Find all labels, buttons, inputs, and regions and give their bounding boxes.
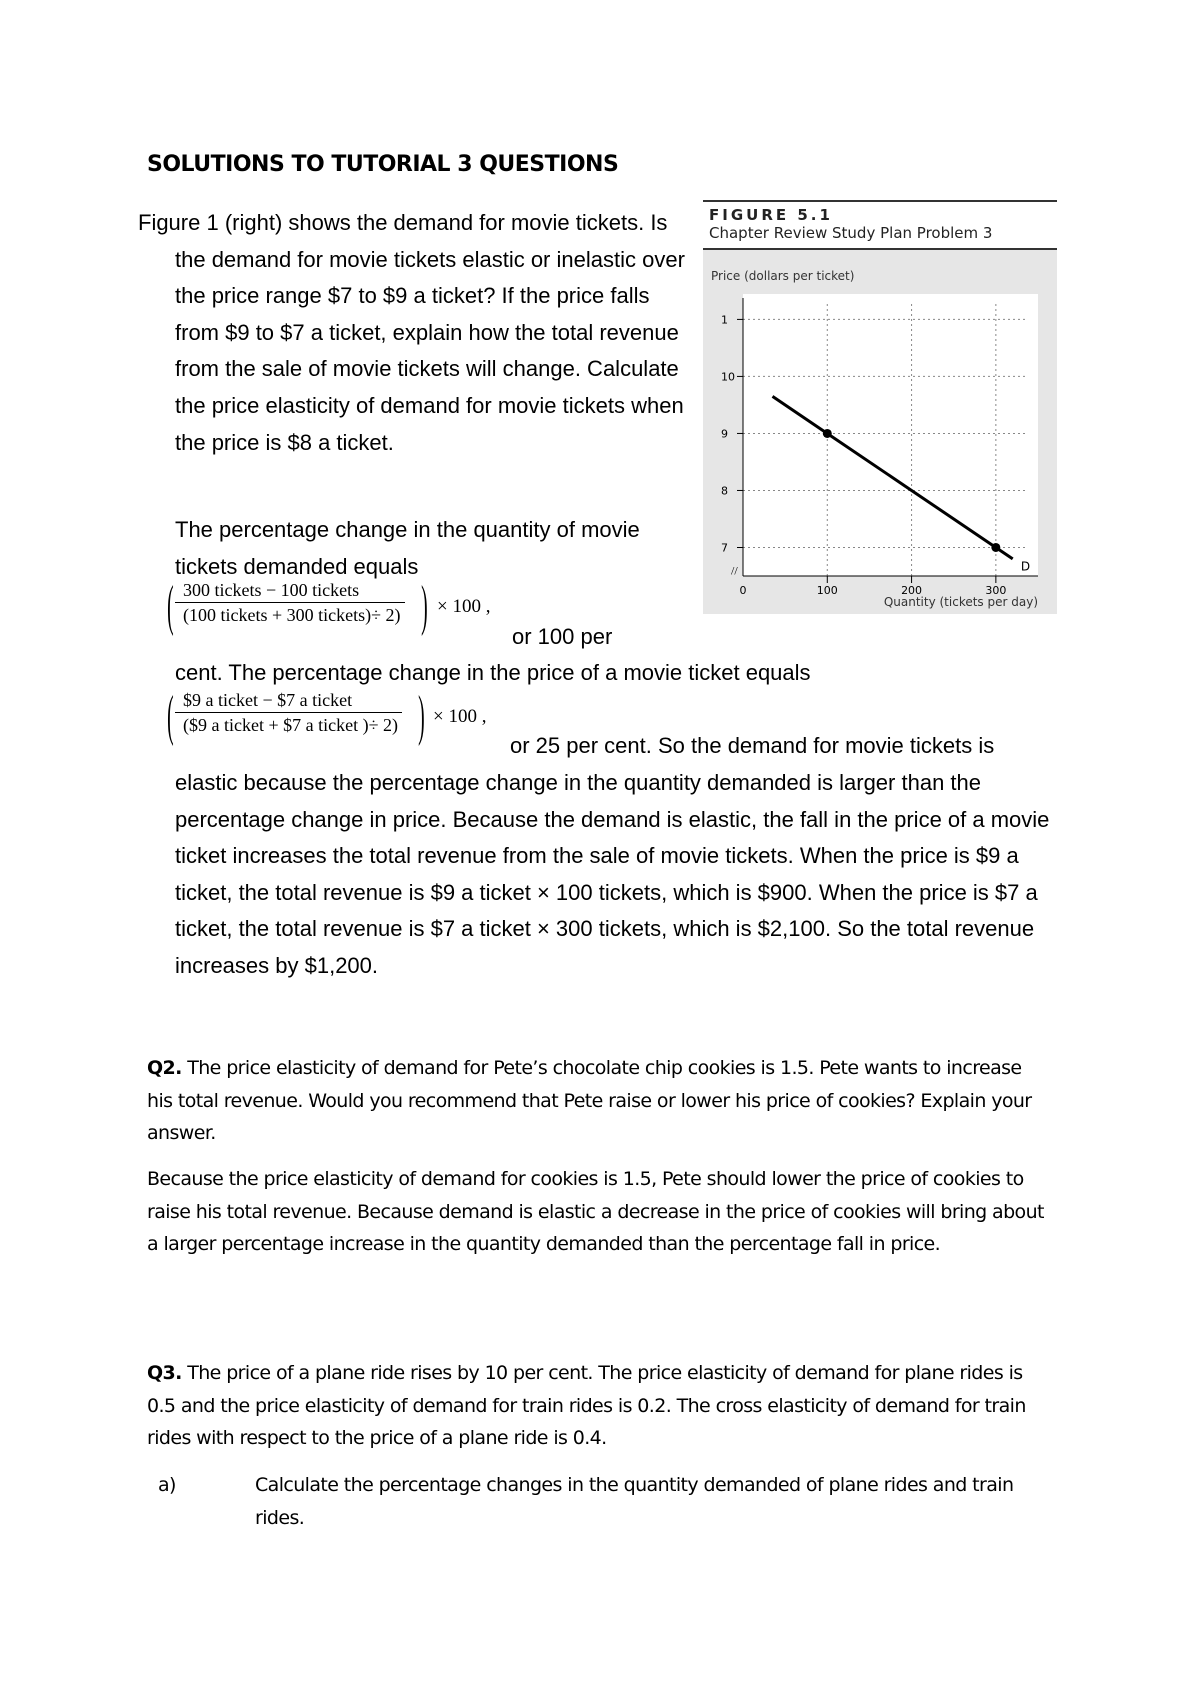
- q1-line2: cent. The percentage change in the price of a movie ticket equals: [175, 660, 811, 685]
- q1-answer-rest: elastic because the percentage change in the quantity demanded is larger than the percentage change in price. Because the demand is elastic, the fall in the price of a movie ticket increases the total revenue from the sale of movie tickets. When the price is $9 a ticket, the total revenue is $9 a ticket × 100 tickets, which is $900. When the price is $7 a ticket, the total revenue is $7 a ticket × 300 tickets, which is $2,100. So the total revenue increases by $1,200.: [175, 770, 1050, 978]
- q3-part-a-text: Calculate the percentage changes in the quantity demanded of plane rides and train rides.: [255, 1474, 1014, 1529]
- figure-subtitle: Chapter Review Study Plan Problem 3: [709, 224, 993, 242]
- x-axis-label: Quantity (tickets per day): [883, 595, 1038, 609]
- y-tick-label: 8: [721, 484, 728, 498]
- q2-question: Q2. The price elasticity of demand for Pete’s chocolate chip cookies is 1.5. Pete wants to increase his total revenue. Would you recommend that Pete raise or lower his price of cookies? Explain your answer.: [147, 1057, 1032, 1144]
- x-tick-label: 200: [901, 584, 923, 597]
- curve-label: D: [1020, 559, 1031, 574]
- page-title: SOLUTIONS TO TUTORIAL 3 QUESTIONS: [147, 152, 619, 177]
- x-tick-label: 100: [816, 584, 838, 597]
- q1-answer-intro: The percentage change in the quantity of movie tickets demanded equals: [175, 517, 640, 579]
- q1-after-formula2: or 25 per cent. So the demand for movie tickets is: [510, 733, 995, 758]
- q3-question: Q3. The price of a plane ride rises by 10 per cent. The price elasticity of demand for plane rides is 0.5 and the price elasticity of demand for train rides is 0.2. The cross elasticity of demand for train rides with respect to the price of a plane ride is 0.4.: [147, 1362, 1026, 1449]
- data-point: [991, 543, 1000, 552]
- y-tick-label: 1: [721, 313, 728, 327]
- y-axis-label: Price (dollars per ticket): [711, 269, 855, 283]
- x-tick-label: 300: [985, 584, 1007, 597]
- q3-part-a-marker: a): [158, 1474, 176, 1496]
- demand-chart: [703, 250, 1057, 614]
- axis-break-mark: //: [731, 563, 738, 578]
- plot-area: [743, 294, 1038, 576]
- y-tick-label: 9: [721, 427, 728, 441]
- data-point: [823, 429, 832, 438]
- formula-quantity-change: ( 300 tickets − 100 tickets (100 tickets + 300 tickets)÷ 2) ) × 100 ,: [167, 575, 491, 637]
- formula-price-change: ( $9 a ticket − $7 a ticket ($9 a ticket + $7 a ticket )÷ 2) ) × 100 ,: [167, 685, 487, 747]
- y-tick-label: 10: [721, 370, 735, 384]
- x-tick-label: 0: [739, 584, 747, 597]
- q2-answer: Because the price elasticity of demand for cookies is 1.5, Pete should lower the price of cookies to raise his total revenue. Because demand is elastic a decrease in the price of cookies will bring about a larger percentage increase in the quantity demanded than the percentage fall in price.: [147, 1168, 1044, 1255]
- y-tick-label: 7: [721, 541, 728, 555]
- figure-5-1: [703, 200, 1057, 629]
- figure-label: FIGURE 5.1: [709, 206, 833, 224]
- q1-question: Figure 1 (right) shows the demand for movie tickets. Is the demand for movie tickets elastic or inelastic over the price range $7 to $9 a ticket? If the price falls from $9 to $7 a ticket, explain how the total revenue from the sale of movie tickets will change. Calculate the price elasticity of demand for movie tickets when the price is $8 a ticket.: [138, 210, 685, 455]
- q1-after-formula1: or 100 per: [512, 624, 613, 649]
